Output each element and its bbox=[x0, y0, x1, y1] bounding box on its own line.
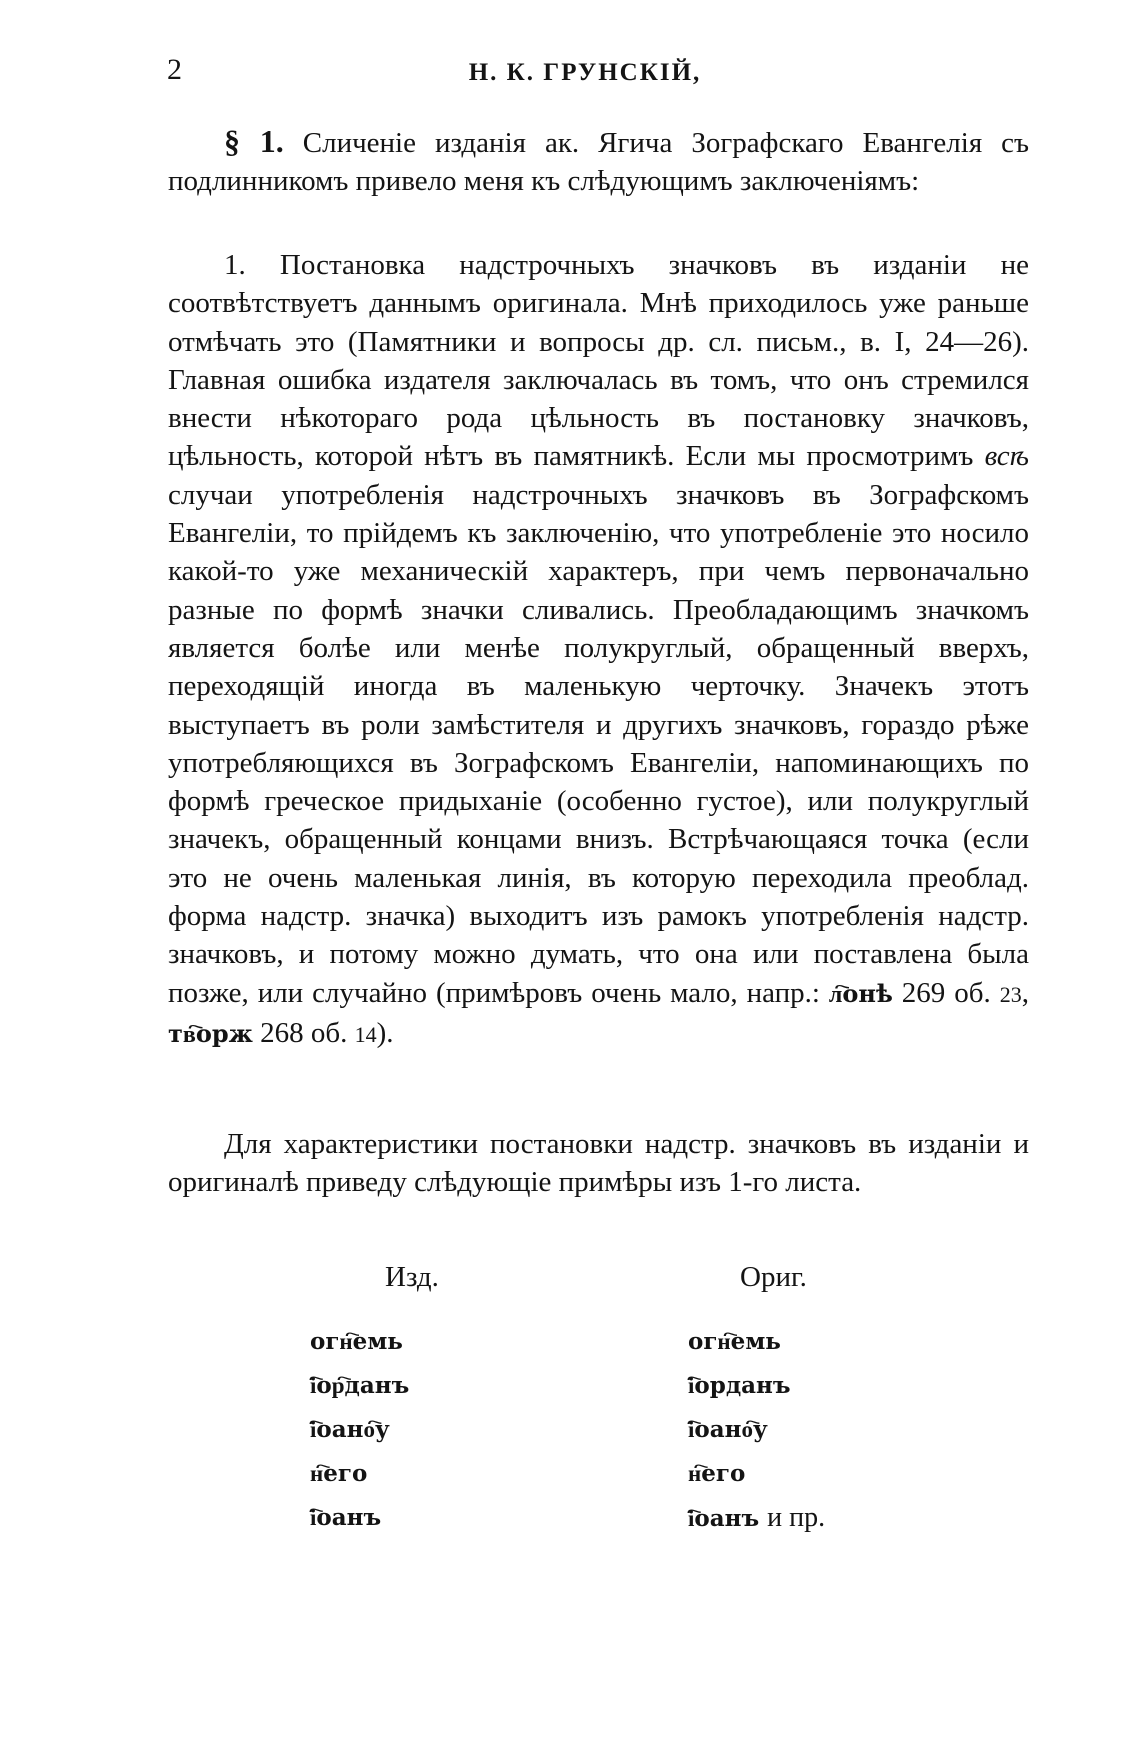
examples-intro-paragraph bbox=[168, 1125, 1029, 1202]
example-1-line: 23 bbox=[999, 981, 1022, 1007]
page-number: 2 bbox=[167, 53, 182, 86]
point-1-paragraph bbox=[168, 246, 1029, 1054]
edition-word: огн҇емь bbox=[310, 1328, 403, 1355]
example-2-word: тв҇орж bbox=[168, 1018, 253, 1048]
original-word-list bbox=[688, 1320, 825, 1540]
column-header-original: Ориг. bbox=[740, 1261, 807, 1293]
section-intro-text: Сличеніе изданія ак. Ягича Зографскаго Евангелія съ подлинникомъ привело меня къ слѣдующимъ заключеніямъ: bbox=[168, 127, 1030, 198]
example-1-word: л҇онѣ bbox=[828, 978, 893, 1008]
examples-intro-text: Для характеристики постановки надстр. значковъ въ изданіи и оригиналѣ приведу слѣдующіе примѣры изъ 1-го листа. bbox=[168, 1128, 1029, 1199]
original-word: і҇орданъ bbox=[688, 1372, 791, 1399]
point-1-emphasis: всѣ bbox=[984, 440, 1029, 473]
point-1-text-b: случаи употребленія надстрочныхъ значковъ въ Зографскомъ Евангеліи, то прійдемъ къ заключенію, что употребленіе это носило какой-то уже механическій характеръ, при чемъ первоначально разные по формѣ значки сливались. Преобладающимъ значкомъ является болѣе или менѣе полукруглый, обращенный вверхъ, переходящій иногда въ маленькую черточку. Значекъ этотъ выступаетъ въ роли замѣстителя и другихъ значковъ, гораздо рѣже употребляющихся въ Зографскомъ Евангеліи, напоминающихъ по формѣ греческое придыханіе (особенно густое), или полукруглый значекъ, обращенный концами внизъ. Встрѣчающаяся точка (если это не очень маленькая линія, въ которую переходила преоблад. форма надстр. значка) выходитъ изъ рамокъ употребленія надстр. значковъ, и потому можно думать, что она или поставлена была позже, или случайно (примѣровъ очень мало, напр.: bbox=[168, 478, 1029, 1009]
point-1-text-a: 1. Постановка надстрочныхъ значковъ въ изданіи не соотвѣтствуетъ даннымъ оригинала. Мнѣ приходилось уже раньше отмѣчать это (Памятники и вопросы др. сл. письм., в. I, 24—26). Главная ошибка издателя заключалась въ томъ, что онъ стремился внести нѣкотораго рода цѣльность въ постановку значковъ, цѣльность, которой нѣтъ въ памятникѣ. Если мы просмотримъ bbox=[168, 249, 1029, 473]
original-suffix: и пр. bbox=[767, 1502, 826, 1533]
edition-word: і҇оано҇у bbox=[310, 1416, 390, 1443]
edition-word: і҇оанъ bbox=[310, 1504, 382, 1531]
section-intro-paragraph bbox=[168, 122, 1029, 201]
original-word: огн҇емь bbox=[688, 1328, 781, 1355]
original-word: н҇его bbox=[688, 1460, 746, 1487]
original-word: і҇оано҇у bbox=[688, 1416, 768, 1443]
example-sep: , bbox=[1021, 976, 1029, 1009]
edition-word: і҇ор҇данъ bbox=[310, 1372, 410, 1399]
example-1-ref: 269 об. bbox=[901, 976, 991, 1009]
original-word-last bbox=[688, 1496, 825, 1540]
section-mark: § 1. bbox=[224, 123, 284, 159]
edition-word-list bbox=[310, 1320, 409, 1540]
comparison-table bbox=[0, 1258, 1140, 1533]
example-2-line: 14 bbox=[354, 1021, 377, 1047]
original-word: і҇оанъ bbox=[688, 1505, 760, 1532]
running-title: Н. К. ГРУНСКІЙ, bbox=[468, 59, 702, 86]
example-close: ). bbox=[376, 1016, 394, 1049]
column-header-edition: Изд. bbox=[385, 1261, 439, 1293]
example-2-ref: 268 об. bbox=[260, 1016, 348, 1049]
edition-word: н҇его bbox=[310, 1460, 368, 1487]
